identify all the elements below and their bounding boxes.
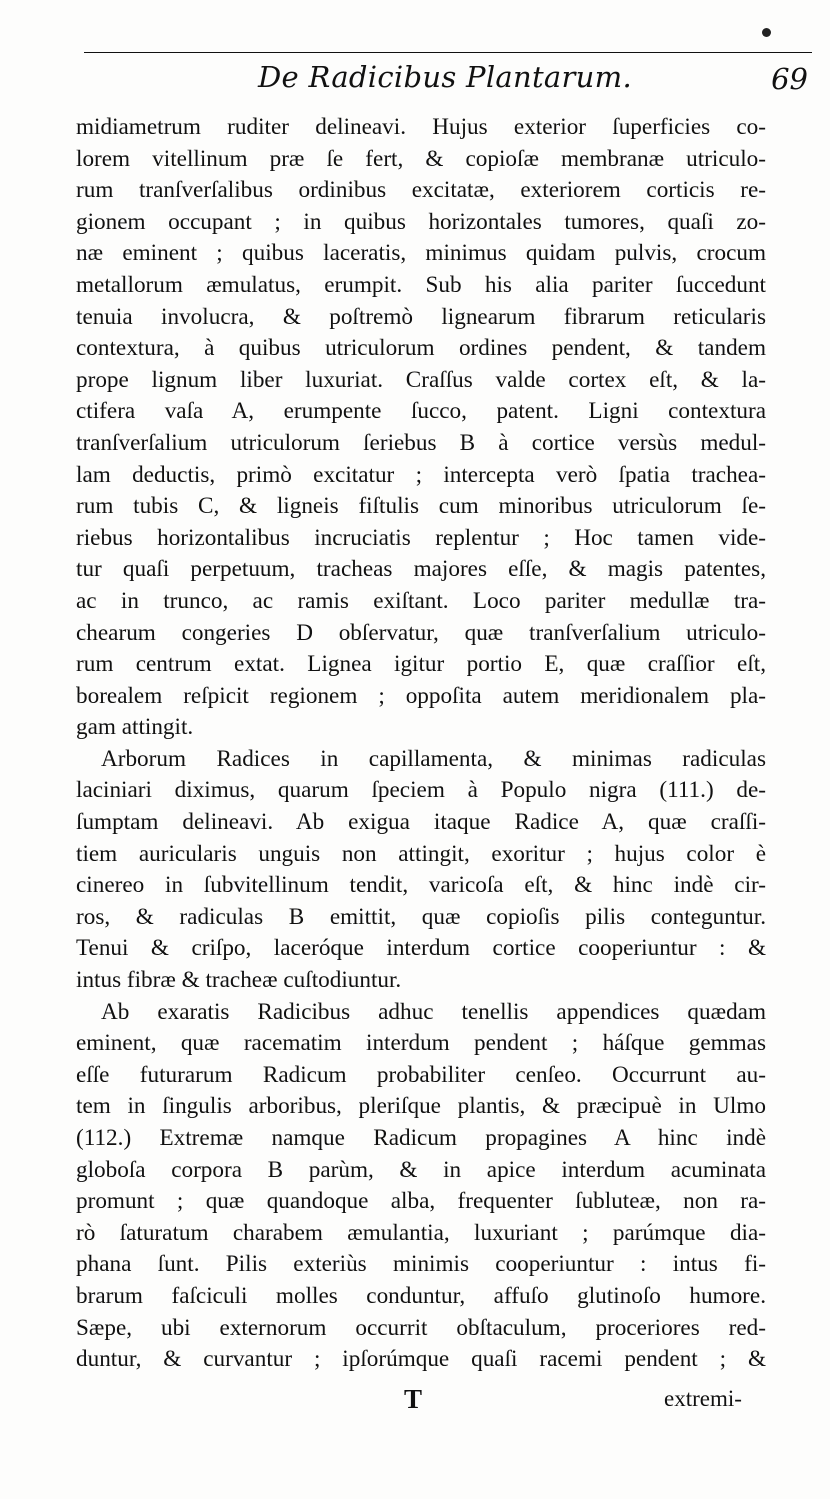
text-line: ctifera vaſa A, erumpente ſucco, patent. Ligni contextura <box>76 398 766 425</box>
text-line: Ab exaratis Radicibus adhuc tenellis appendices quædam <box>101 998 766 1025</box>
text-line: gionem occupant ; in quibus horizontales tumores, quaſi zo- <box>76 208 766 235</box>
text-line: cinereo in ſubvitellinum tendit, varicoſa eſt, & hinc indè cir- <box>76 872 766 899</box>
text-line: ros, & radiculas B emittit, quæ copioſis pilis conteguntur. <box>76 903 766 930</box>
text-line: Tenui & criſpo, laceróque interdum cortice cooperiuntur : & <box>76 935 766 962</box>
text-line: promunt ; quæ quandoque alba, frequenter ſubluteæ, non ra- <box>76 1188 766 1215</box>
text-line: riebus horizontalibus incruciatis replentur ; Hoc tamen vide- <box>76 524 766 551</box>
text-line: næ eminent ; quibus laceratis, minimus quidam pulvis, crocum <box>76 240 766 267</box>
text-line: globoſa corpora B parùm, & in apice interdum acuminata <box>76 1156 766 1183</box>
text-line: Sæpe, ubi externorum occurrit obſtaculum, proceriores red- <box>76 1314 766 1341</box>
page-number: 69 <box>771 62 808 96</box>
text-line: midiametrum ruditer delineavi. Hujus exterior ſuperficies co- <box>76 114 766 140</box>
text-line: tenuia involucra, & poſtremò lignearum fibrarum reticularis <box>76 303 766 330</box>
text-line: phana ſunt. Pilis exteriùs minimis cooperiuntur : intus fi- <box>76 1251 766 1278</box>
running-title: De Radicibus Plantarum. <box>258 60 632 94</box>
text-line: brarum faſciculi molles conduntur, affuſo glutinoſo humore. <box>76 1282 766 1309</box>
text-line: borealem reſpicit regionem ; oppoſita autem meridionalem pla- <box>76 682 766 709</box>
text-line: intus fibræ & tracheæ cuſtodiuntur. <box>76 967 402 994</box>
text-line: eminent, quæ racematim interdum pendent ; háſque gemmas <box>76 1030 766 1057</box>
text-line: Arborum Radices in capillamenta, & minimas radiculas <box>101 745 766 772</box>
text-line: tem in ſingulis arboribus, pleriſque plantis, & præcipuè in Ulmo <box>76 1093 766 1120</box>
text-line: tranſverſalium utriculorum ſeriebus B à cortice versùs medul- <box>76 429 766 456</box>
text-line: rum tubis C, & ligneis fiſtulis cum minoribus utriculorum ſe- <box>76 493 766 520</box>
signature-mark: T <box>404 1384 423 1414</box>
text-line: eſſe futurarum Radicum probabiliter cenſeo. Occurrunt au- <box>76 1061 766 1088</box>
catchword: extremi- <box>664 1386 742 1411</box>
page-footer <box>0 1384 830 1424</box>
text-line: (112.) Extremæ namque Radicum propagines A hinc indè <box>76 1125 766 1151</box>
ink-spot <box>762 28 771 37</box>
text-line: metallorum æmulatus, erumpit. Sub his alia pariter ſuccedunt <box>76 271 766 298</box>
text-line: gam attingit. <box>76 714 194 741</box>
text-line: prope lignum liber luxuriat. Craſſus valde cortex eſt, & la- <box>76 366 766 393</box>
header-rule <box>84 52 812 53</box>
text-line: ac in trunco, ac ramis exiſtant. Loco pariter medullæ tra- <box>76 587 766 614</box>
text-line: lam deductis, primò excitatur ; intercepta verò ſpatia trachea- <box>76 461 766 488</box>
text-line: contextura, à quibus utriculorum ordines pendent, & tandem <box>76 335 766 362</box>
page-header <box>0 60 830 100</box>
body-text <box>76 112 766 1376</box>
text-line: rum centrum extat. Lignea igitur portio E, quæ craſſior eſt, <box>76 651 766 678</box>
text-line: laciniari diximus, quarum ſpeciem à Populo nigra (111.) de- <box>76 777 766 804</box>
text-line: rum tranſverſalibus ordinibus excitatæ, exteriorem corticis re- <box>76 177 766 204</box>
text-line: chearum congeries D obſervatur, quæ tranſverſalium utriculo- <box>76 619 766 646</box>
text-line: ſumptam delineavi. Ab exigua itaque Radice A, quæ craſſi- <box>76 809 766 836</box>
text-line: lorem vitellinum præ ſe fert, & copioſæ membranæ utriculo- <box>76 145 766 172</box>
text-line: duntur, & curvantur ; ipſorúmque quaſi racemi pendent ; & <box>76 1346 766 1373</box>
text-line: tur quaſi perpetuum, tracheas majores eſſe, & magis patentes, <box>76 556 766 583</box>
text-line: rò ſaturatum charabem æmulantia, luxuriant ; parúmque dia- <box>76 1219 766 1246</box>
text-line: tiem auricularis unguis non attingit, exoritur ; hujus color è <box>76 840 766 867</box>
